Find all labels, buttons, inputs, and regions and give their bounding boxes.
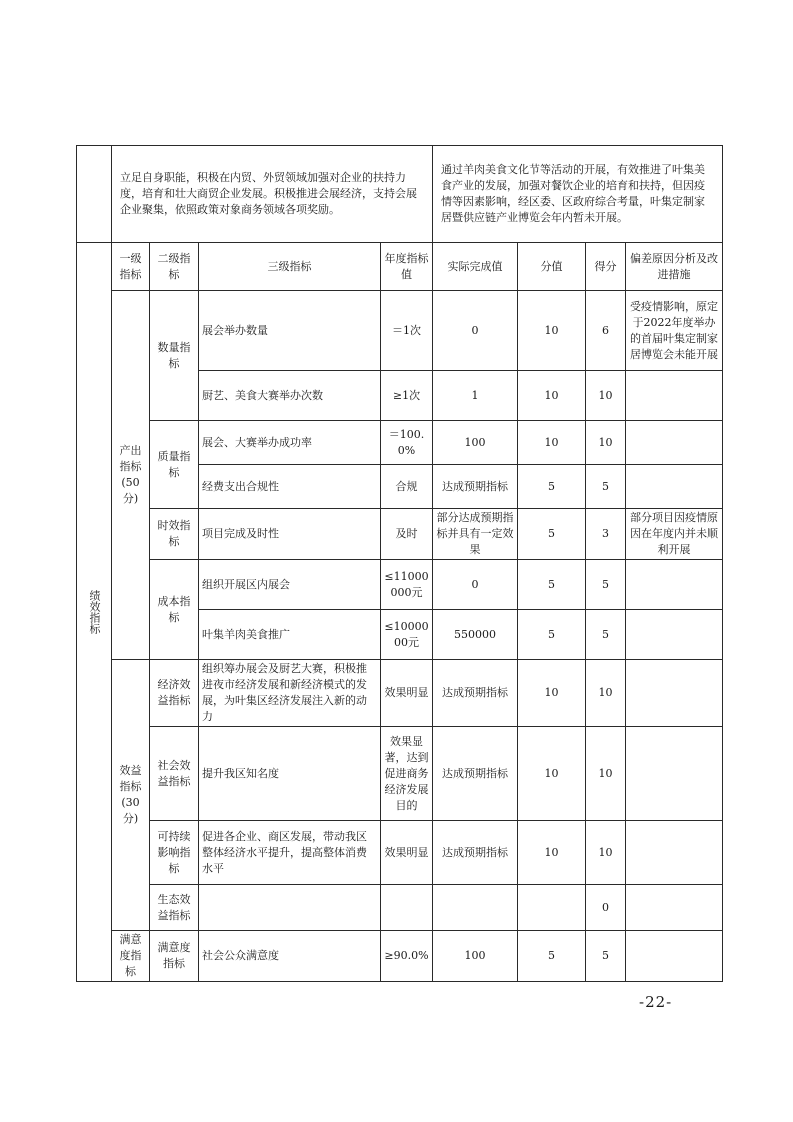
indicator-name: 社会公众满意度 (199, 931, 381, 982)
indicator-score: 10 (518, 421, 586, 465)
header-level3: 三级指标 (199, 243, 381, 291)
indicator-got: 5 (586, 560, 626, 610)
header-row (77, 243, 723, 291)
indicator-reason (626, 931, 723, 982)
indicator-actual: 0 (433, 291, 518, 371)
indicator-actual: 达成预期指标 (433, 821, 518, 885)
level1-satisfaction: 满意度指标 (112, 931, 150, 982)
indicator-reason: 部分项目因疫情原因在年度内并未顺利开展 (626, 509, 723, 560)
table-row (77, 885, 723, 931)
indicator-score: 10 (518, 371, 586, 421)
section-label: 绩效指标 (88, 590, 101, 634)
indicator-name: 展会举办数量 (199, 291, 381, 371)
indicator-got: 10 (586, 727, 626, 821)
level2-ecological: 生态效益指标 (150, 885, 199, 931)
indicator-actual: 部分达成预期指标并具有一定效果 (433, 509, 518, 560)
indicator-name: 组织开展区内展会 (199, 560, 381, 610)
indicator-reason (626, 821, 723, 885)
indicator-got: 5 (586, 931, 626, 982)
indicator-got: 10 (586, 421, 626, 465)
header-level2: 二级指标 (150, 243, 199, 291)
indicator-got: 0 (586, 885, 626, 931)
level2-cost: 成本指标 (150, 560, 199, 660)
indicator-score: 5 (518, 610, 586, 660)
indicator-name: 叶集羊肉美食推广 (199, 610, 381, 660)
table-row (77, 821, 723, 885)
level2-quality: 质量指标 (150, 421, 199, 509)
level2-sustainable: 可持续影响指标 (150, 821, 199, 885)
indicator-score (518, 885, 586, 931)
indicator-name: 展会、大赛举办成功率 (199, 421, 381, 465)
header-level1: 一级指标 (112, 243, 150, 291)
indicator-got: 5 (586, 610, 626, 660)
indicator-name: 促进各企业、商区发展，带动我区整体经济水平提升，提高整体消费水平 (199, 821, 381, 885)
level1-benefit: 效益指标(30分) (112, 660, 150, 931)
indicator-got: 10 (586, 660, 626, 727)
table-row (77, 660, 723, 727)
indicator-got: 3 (586, 509, 626, 560)
header-score: 分值 (518, 243, 586, 291)
indicator-target: 合规 (381, 465, 433, 509)
indicator-target: 及时 (381, 509, 433, 560)
indicator-actual: 0 (433, 560, 518, 610)
level2-quantity: 数量指标 (150, 291, 199, 421)
level1-output: 产出指标(50分) (112, 291, 150, 660)
indicator-actual: 550000 (433, 610, 518, 660)
table-row (77, 421, 723, 465)
indicator-name: 厨艺、美食大赛举办次数 (199, 371, 381, 421)
indicator-reason (626, 371, 723, 421)
indicator-target: ≥1次 (381, 371, 433, 421)
indicator-target: 效果显著，达到促进商务经济发展目的 (381, 727, 433, 821)
table-row (77, 727, 723, 821)
indicator-score: 5 (518, 560, 586, 610)
indicator-target (381, 885, 433, 931)
performance-table (76, 145, 723, 982)
section-label-cell (77, 243, 112, 982)
page-number: -22- (639, 993, 673, 1011)
header-reason: 偏差原因分析及改进措施 (626, 243, 723, 291)
indicator-score: 5 (518, 931, 586, 982)
planned-goal-text: 立足自身职能，积极在内贸、外贸领域加强对企业的扶持力度，培育和壮大商贸企业发展。积极推进会展经济，支持会展企业聚集，依照政策对象商务领域各项奖励。 (112, 146, 433, 243)
level2-satisfaction: 满意度指标 (150, 931, 199, 982)
indicator-target: 效果明显 (381, 821, 433, 885)
indicator-actual: 达成预期指标 (433, 727, 518, 821)
header-annual: 年度指标值 (381, 243, 433, 291)
indicator-name: 经费支出合规性 (199, 465, 381, 509)
indicator-got: 10 (586, 821, 626, 885)
indicator-target: 效果明显 (381, 660, 433, 727)
table-row (77, 291, 723, 371)
indicator-target: ＝100.0% (381, 421, 433, 465)
indicator-score: 10 (518, 291, 586, 371)
indicator-name: 提升我区知名度 (199, 727, 381, 821)
indicator-target: ≥90.0% (381, 931, 433, 982)
indicator-reason (626, 727, 723, 821)
indicator-actual: 达成预期指标 (433, 660, 518, 727)
indicator-reason (626, 660, 723, 727)
level2-economic: 经济效益指标 (150, 660, 199, 727)
indicator-actual (433, 885, 518, 931)
indicator-actual: 100 (433, 421, 518, 465)
indicator-reason (626, 885, 723, 931)
indicator-got: 10 (586, 371, 626, 421)
indicator-actual: 1 (433, 371, 518, 421)
indicator-target: ＝1次 (381, 291, 433, 371)
indicator-name (199, 885, 381, 931)
indicator-got: 6 (586, 291, 626, 371)
indicator-got: 5 (586, 465, 626, 509)
indicator-target: ≤1000000元 (381, 610, 433, 660)
indicator-score: 10 (518, 727, 586, 821)
indicator-score: 10 (518, 660, 586, 727)
indicator-score: 5 (518, 465, 586, 509)
indicator-score: 5 (518, 509, 586, 560)
table-row (77, 509, 723, 560)
goals-row (77, 146, 723, 243)
indicator-reason (626, 560, 723, 610)
indicator-name: 项目完成及时性 (199, 509, 381, 560)
table-row (77, 560, 723, 610)
header-got: 得分 (586, 243, 626, 291)
indicator-reason: 受疫情影响，原定于2022年度举办的首届叶集定制家居博览会未能开展 (626, 291, 723, 371)
table-row (77, 931, 723, 982)
indicator-score: 10 (518, 821, 586, 885)
goals-blank-cell (77, 146, 112, 243)
indicator-target: ≤11000000元 (381, 560, 433, 610)
header-actual: 实际完成值 (433, 243, 518, 291)
indicator-actual: 100 (433, 931, 518, 982)
indicator-reason (626, 465, 723, 509)
level2-social: 社会效益指标 (150, 727, 199, 821)
indicator-name: 组织筹办展会及厨艺大赛，积极推进夜市经济发展和新经济模式的发展，为叶集区经济发展注入新的动力 (199, 660, 381, 727)
actual-goal-text: 通过羊肉美食文化节等活动的开展，有效推进了叶集美食产业的发展，加强对餐饮企业的培育和扶持，但因疫情等因素影响，经区委、区政府综合考量，叶集定制家居暨供应链产业博览会年内暂未开展。 (433, 146, 723, 243)
indicator-actual: 达成预期指标 (433, 465, 518, 509)
level2-timeliness: 时效指标 (150, 509, 199, 560)
indicator-reason (626, 421, 723, 465)
indicator-reason (626, 610, 723, 660)
